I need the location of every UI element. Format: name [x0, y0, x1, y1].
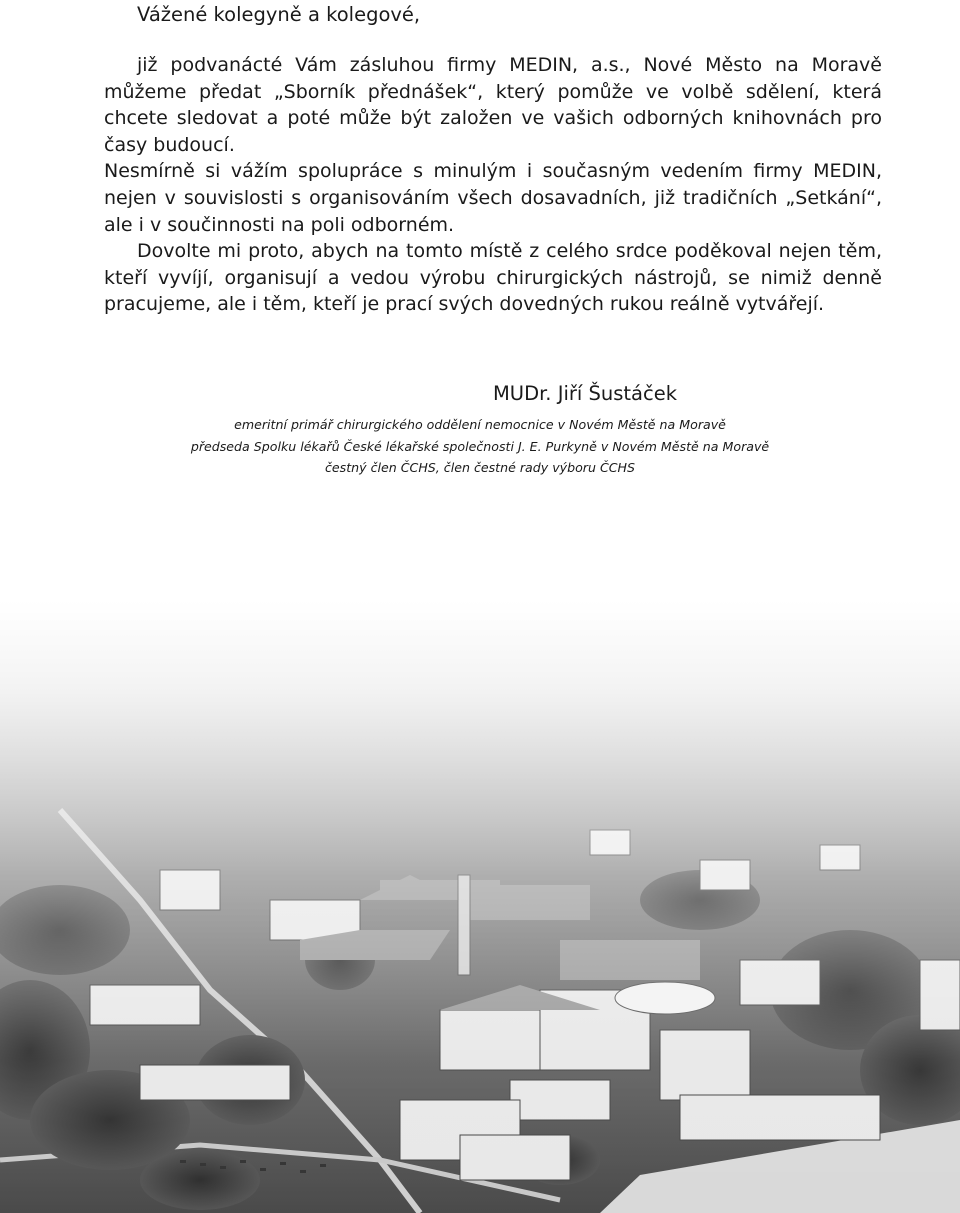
- paragraph-3: Dovolte mi proto, abych na tomto místě z celého srdce poděkoval nejen těm, kteří vyvíjí, organisují a vedou výrobu chirurgických nástrojů, se nimiž denně pracujeme, ale i těm, kteří je prací svých dovedných rukou reálně vytvářejí.: [104, 240, 882, 316]
- paragraph-2: Nesmírně si vážím spolupráce s minulým i současným vedením firmy MEDIN, nejen v souvislosti s organisováním všech dosavadních, již tradičních „Setkání“, ale i v součinnosti na poli odborném.: [104, 160, 882, 236]
- aerial-photo-image: [0, 600, 960, 1213]
- paragraph-1: již podvanácté Vám zásluhou firmy MEDIN, a.s., Nové Město na Moravě můžeme předat „Sborník přednášek“, který pomůže ve volbě sdělení, která chcete sledovat a poté může být založen ve vašich odborných knihovnách pro časy budoucí.: [104, 54, 882, 156]
- aerial-photo: [0, 600, 960, 1213]
- signature-title-1: emeritní primář chirurgického oddělení nemocnice v Novém Městě na Moravě: [234, 417, 726, 432]
- signature-name: MUDr. Jiří Šustáček: [492, 382, 678, 405]
- signature-titles: [0, 414, 960, 479]
- letter-body: [104, 52, 882, 318]
- signature-title-2: předseda Spolku lékařů České lékařské společnosti J. E. Purkyně v Novém Městě na Moravě: [190, 438, 770, 454]
- signature-block: [0, 381, 960, 412]
- salutation: Vážené kolegyně a kolegové,: [137, 3, 421, 26]
- signature-title-3: čestný člen ČCHS, člen čestné rady výboru ČCHS: [324, 460, 636, 475]
